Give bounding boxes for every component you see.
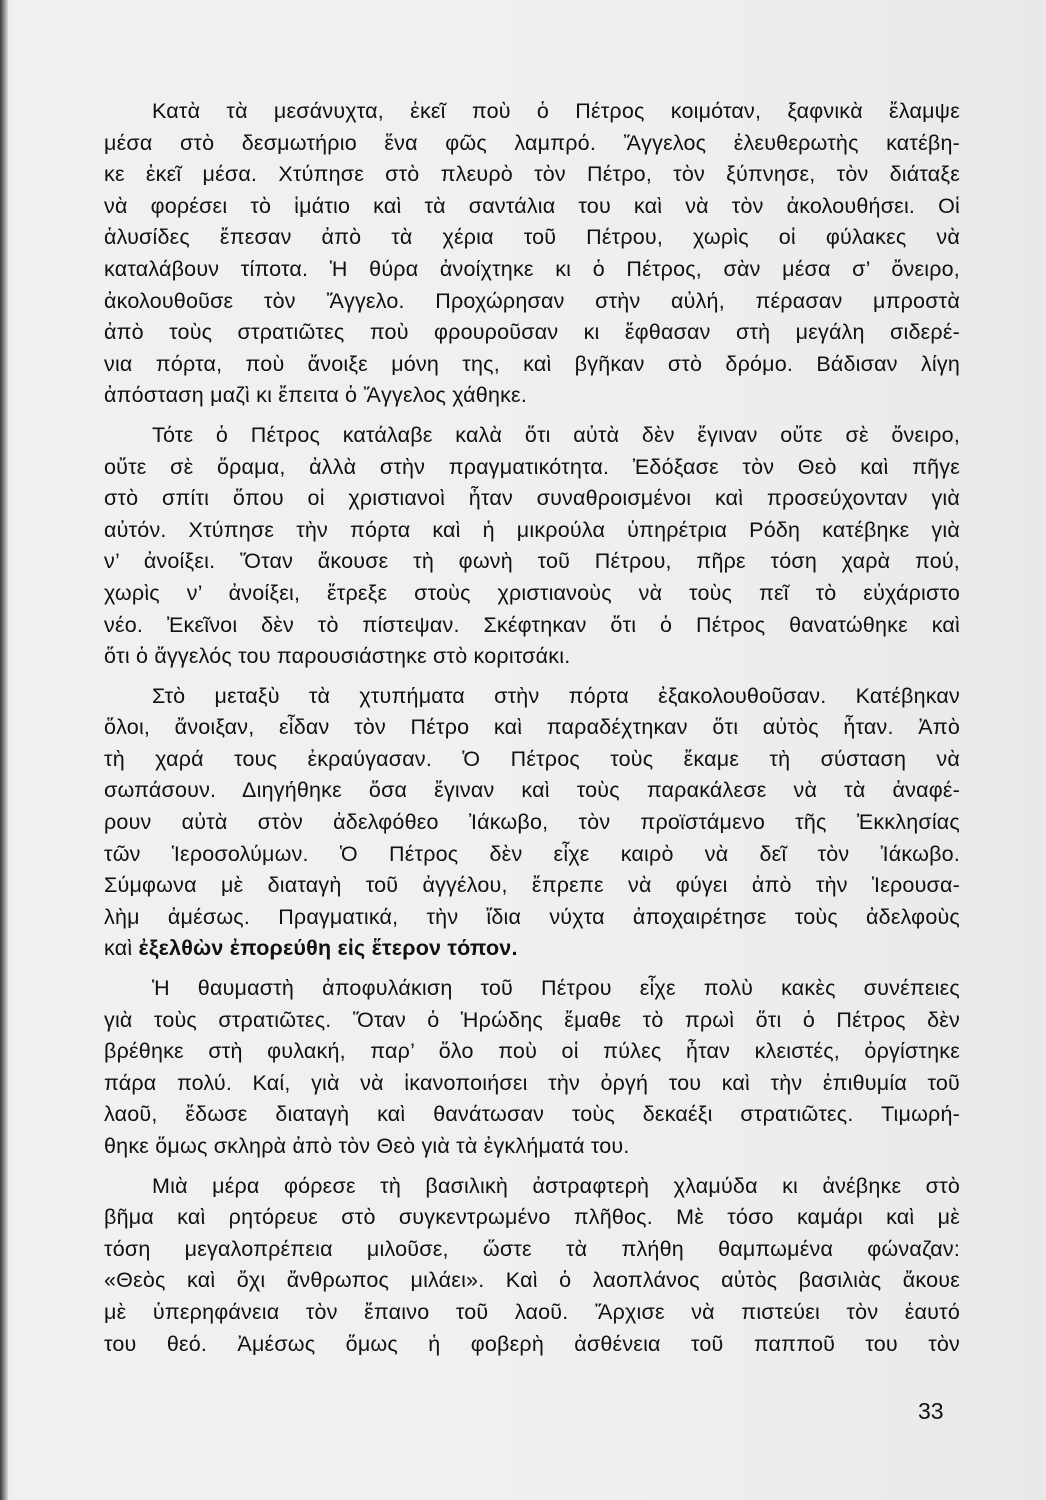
text-line: καταλάβουν τίποτα. Ἡ θύρα ἀνοίχτηκε κι ὁ Πέτρος, σὰν μέσα σ’ ὄνειρο,	[104, 256, 960, 281]
text-fragment: καὶ	[104, 936, 139, 961]
text-line: τῶν Ἱεροσολύμων. Ὁ Πέτρος δὲν εἶχε καιρὸ νὰ δεῖ τὸν Ἰάκωβο.	[104, 841, 960, 866]
text-line: Τότε ὁ Πέτρος κατάλαβε καλὰ ὅτι αὐτὰ δὲν ἔγιναν οὔτε σὲ ὄνειρο,	[152, 422, 960, 447]
text-line: ὅλοι, ἄνοιξαν, εἶδαν τὸν Πέτρο καὶ παραδέχτηκαν ὅτι αὐτὸς ἦταν. Ἀπὸ	[104, 715, 960, 740]
text-line: ρουν αὐτὰ στὸν ἀδελφόθεο Ἰάκωβο, τὸν προϊστάμενο τῆς Ἐκκλησίας	[104, 810, 960, 835]
paragraph	[104, 681, 960, 965]
text-line: αὐτόν. Χτύπησε τὴν πόρτα καὶ ἡ μικρούλα ὑπηρέτρια Ρόδη κατέβηκε γιὰ	[104, 517, 960, 542]
text-line: στὸ σπίτι ὅπου οἱ χριστιανοὶ ἦταν συναθροισμένοι καὶ προσεύχονταν γιὰ	[104, 486, 960, 511]
text-line: βῆμα καὶ ρητόρευε στὸ συγκεντρωμένο πλῆθος. Μὲ τόσο καμάρι καὶ μὲ	[104, 1205, 960, 1230]
text-line: λὴμ ἀμέσως. Πραγματικά, τὴν ἴδια νύχτα ἀποχαιρέτησε τοὺς ἀδελφοὺς	[104, 904, 960, 929]
text-line: νια πόρτα, ποὺ ἄνοιξε μόνη της, καὶ βγῆκαν στὸ δρόμο. Βάδισαν λίγη	[104, 351, 960, 376]
text-line: κε ἐκεῖ μέσα. Χτύπησε στὸ πλευρὸ τὸν Πέτρο, τὸν ξύπνησε, τὸν διάταξε	[104, 162, 960, 187]
text-line: γιὰ τοὺς στρατιῶτες. Ὅταν ὁ Ἡρώδης ἔμαθε τὸ πρωὶ ὅτι ὁ Πέτρος δὲν	[104, 1007, 960, 1032]
page-spine-shadow	[0, 0, 8, 1500]
text-line: λαοῦ, ἔδωσε διαταγὴ καὶ θανάτωσαν τοὺς δεκαέξι στρατιῶτες. Τιμωρή-	[104, 1102, 960, 1127]
text-line: θηκε ὅμως σκληρὰ ἀπὸ τὸν Θεὸ γιὰ τὰ ἐγκλήματά του.	[104, 1134, 630, 1158]
paragraph	[104, 96, 960, 412]
text-line: μὲ ὑπερηφάνεια τὸν ἔπαινο τοῦ λαοῦ. Ἄρχισε νὰ πιστεύει τὸν ἑαυτό	[104, 1299, 960, 1324]
body-text	[104, 96, 960, 1368]
page-number: 33	[918, 1398, 944, 1424]
text-line: βρέθηκε στὴ φυλακή, παρ’ ὅλο ποὺ οἱ πύλες ἦταν κλειστές, ὀργίστηκε	[104, 1039, 960, 1064]
text-line: ἀπὸ τοὺς στρατιῶτες ποὺ φρουροῦσαν κι ἔφθασαν στὴ μεγάλη σιδερέ-	[104, 320, 960, 345]
text-line: «Θεὸς καὶ ὄχι ἄνθρωπος μιλάει». Καὶ ὁ λαοπλάνος αὐτὸς βασιλιὰς ἄκουε	[104, 1268, 960, 1293]
text-line: τόση μεγαλοπρέπεια μιλοῦσε, ὥστε τὰ πλήθη θαμπωμένα φώναζαν:	[104, 1236, 960, 1261]
text-line: Κατὰ τὰ μεσάνυχτα, ἐκεῖ ποὺ ὁ Πέτρος κοιμόταν, ξαφνικὰ ἔλαμψε	[152, 99, 960, 123]
text-line: ν’ ἀνοίξει. Ὅταν ἄκουσε τὴ φωνὴ τοῦ Πέτρου, πῆρε τόση χαρὰ πού,	[104, 549, 960, 574]
text-line: μέσα στὸ δεσμωτήριο ἕνα φῶς λαμπρό. Ἄγγελος ἐλευθερωτὴς κατέβη-	[104, 130, 960, 155]
paragraph	[104, 1171, 960, 1361]
paragraph	[104, 973, 960, 1163]
text-line: νέο. Ἐκεῖνοι δὲν τὸ πίστεψαν. Σκέφτηκαν ὅτι ὁ Πέτρος θανατώθηκε καὶ	[104, 612, 960, 637]
text-line	[104, 933, 960, 965]
text-line: του θεό. Ἀμέσως ὅμως ἡ φοβερὴ ἀσθένεια τοῦ παπποῦ του τὸν	[104, 1331, 960, 1356]
text-line: νὰ φορέσει τὸ ἱμάτιο καὶ τὰ σαντάλια του καὶ νὰ τὸν ἀκολουθήσει. Οἱ	[104, 193, 960, 218]
text-line: ἁλυσίδες ἔπεσαν ἀπὸ τὰ χέρια τοῦ Πέτρου, χωρὶς οἱ φύλακες νὰ	[104, 225, 960, 250]
text-line: σωπάσουν. Διηγήθηκε ὅσα ἔγιναν καὶ τοὺς παρακάλεσε νὰ τὰ ἀναφέ-	[104, 778, 960, 803]
paragraph	[104, 420, 960, 673]
text-line: τὴ χαρά τους ἐκραύγασαν. Ὁ Πέτρος τοὺς ἔκαμε τὴ σύσταση νὰ	[104, 746, 960, 771]
bold-quote: ἐξελθὼν ἐπορεύθη εἰς ἕτερον τόπον.	[138, 936, 518, 961]
text-line: πάρα πολύ. Καί, γιὰ νὰ ἱκανοποιήσει τὴν ὀργή του καὶ τὴν ἐπιθυμία τοῦ	[104, 1070, 960, 1095]
text-line: ἀκολουθοῦσε τὸν Ἄγγελο. Προχώρησαν στὴν αὐλή, πέρασαν μπροστὰ	[104, 288, 960, 313]
text-line: ἀπόσταση μαζὶ κι ἔπειτα ὁ Ἄγγελος χάθηκε.	[104, 383, 528, 408]
text-line: Σύμφωνα μὲ διαταγὴ τοῦ ἀγγέλου, ἔπρεπε νὰ φύγει ἀπὸ τὴν Ἱερουσα-	[104, 873, 960, 898]
text-line: χωρὶς ν’ ἀνοίξει, ἔτρεξε στοὺς χριστιανοὺς νὰ τοὺς πεῖ τὸ εὐχάριστο	[104, 580, 960, 605]
text-line: ὅτι ὁ ἄγγελός του παρουσιάστηκε στὸ κοριτσάκι.	[104, 644, 571, 669]
text-line: Μιὰ μέρα φόρεσε τὴ βασιλικὴ ἀστραφτερὴ χλαμύδα κι ἀνέβηκε στὸ	[152, 1173, 960, 1198]
text-line: Στὸ μεταξὺ τὰ χτυπήματα στὴν πόρτα ἐξακολουθοῦσαν. Κατέβηκαν	[152, 683, 960, 708]
text-line: Ἡ θαυμαστὴ ἀποφυλάκιση τοῦ Πέτρου εἶχε πολὺ κακὲς συνέπειες	[152, 976, 960, 1001]
text-line: οὔτε σὲ ὅραμα, ἀλλὰ στὴν πραγματικότητα. Ἐδόξασε τὸν Θεὸ καὶ πῆγε	[104, 454, 960, 479]
